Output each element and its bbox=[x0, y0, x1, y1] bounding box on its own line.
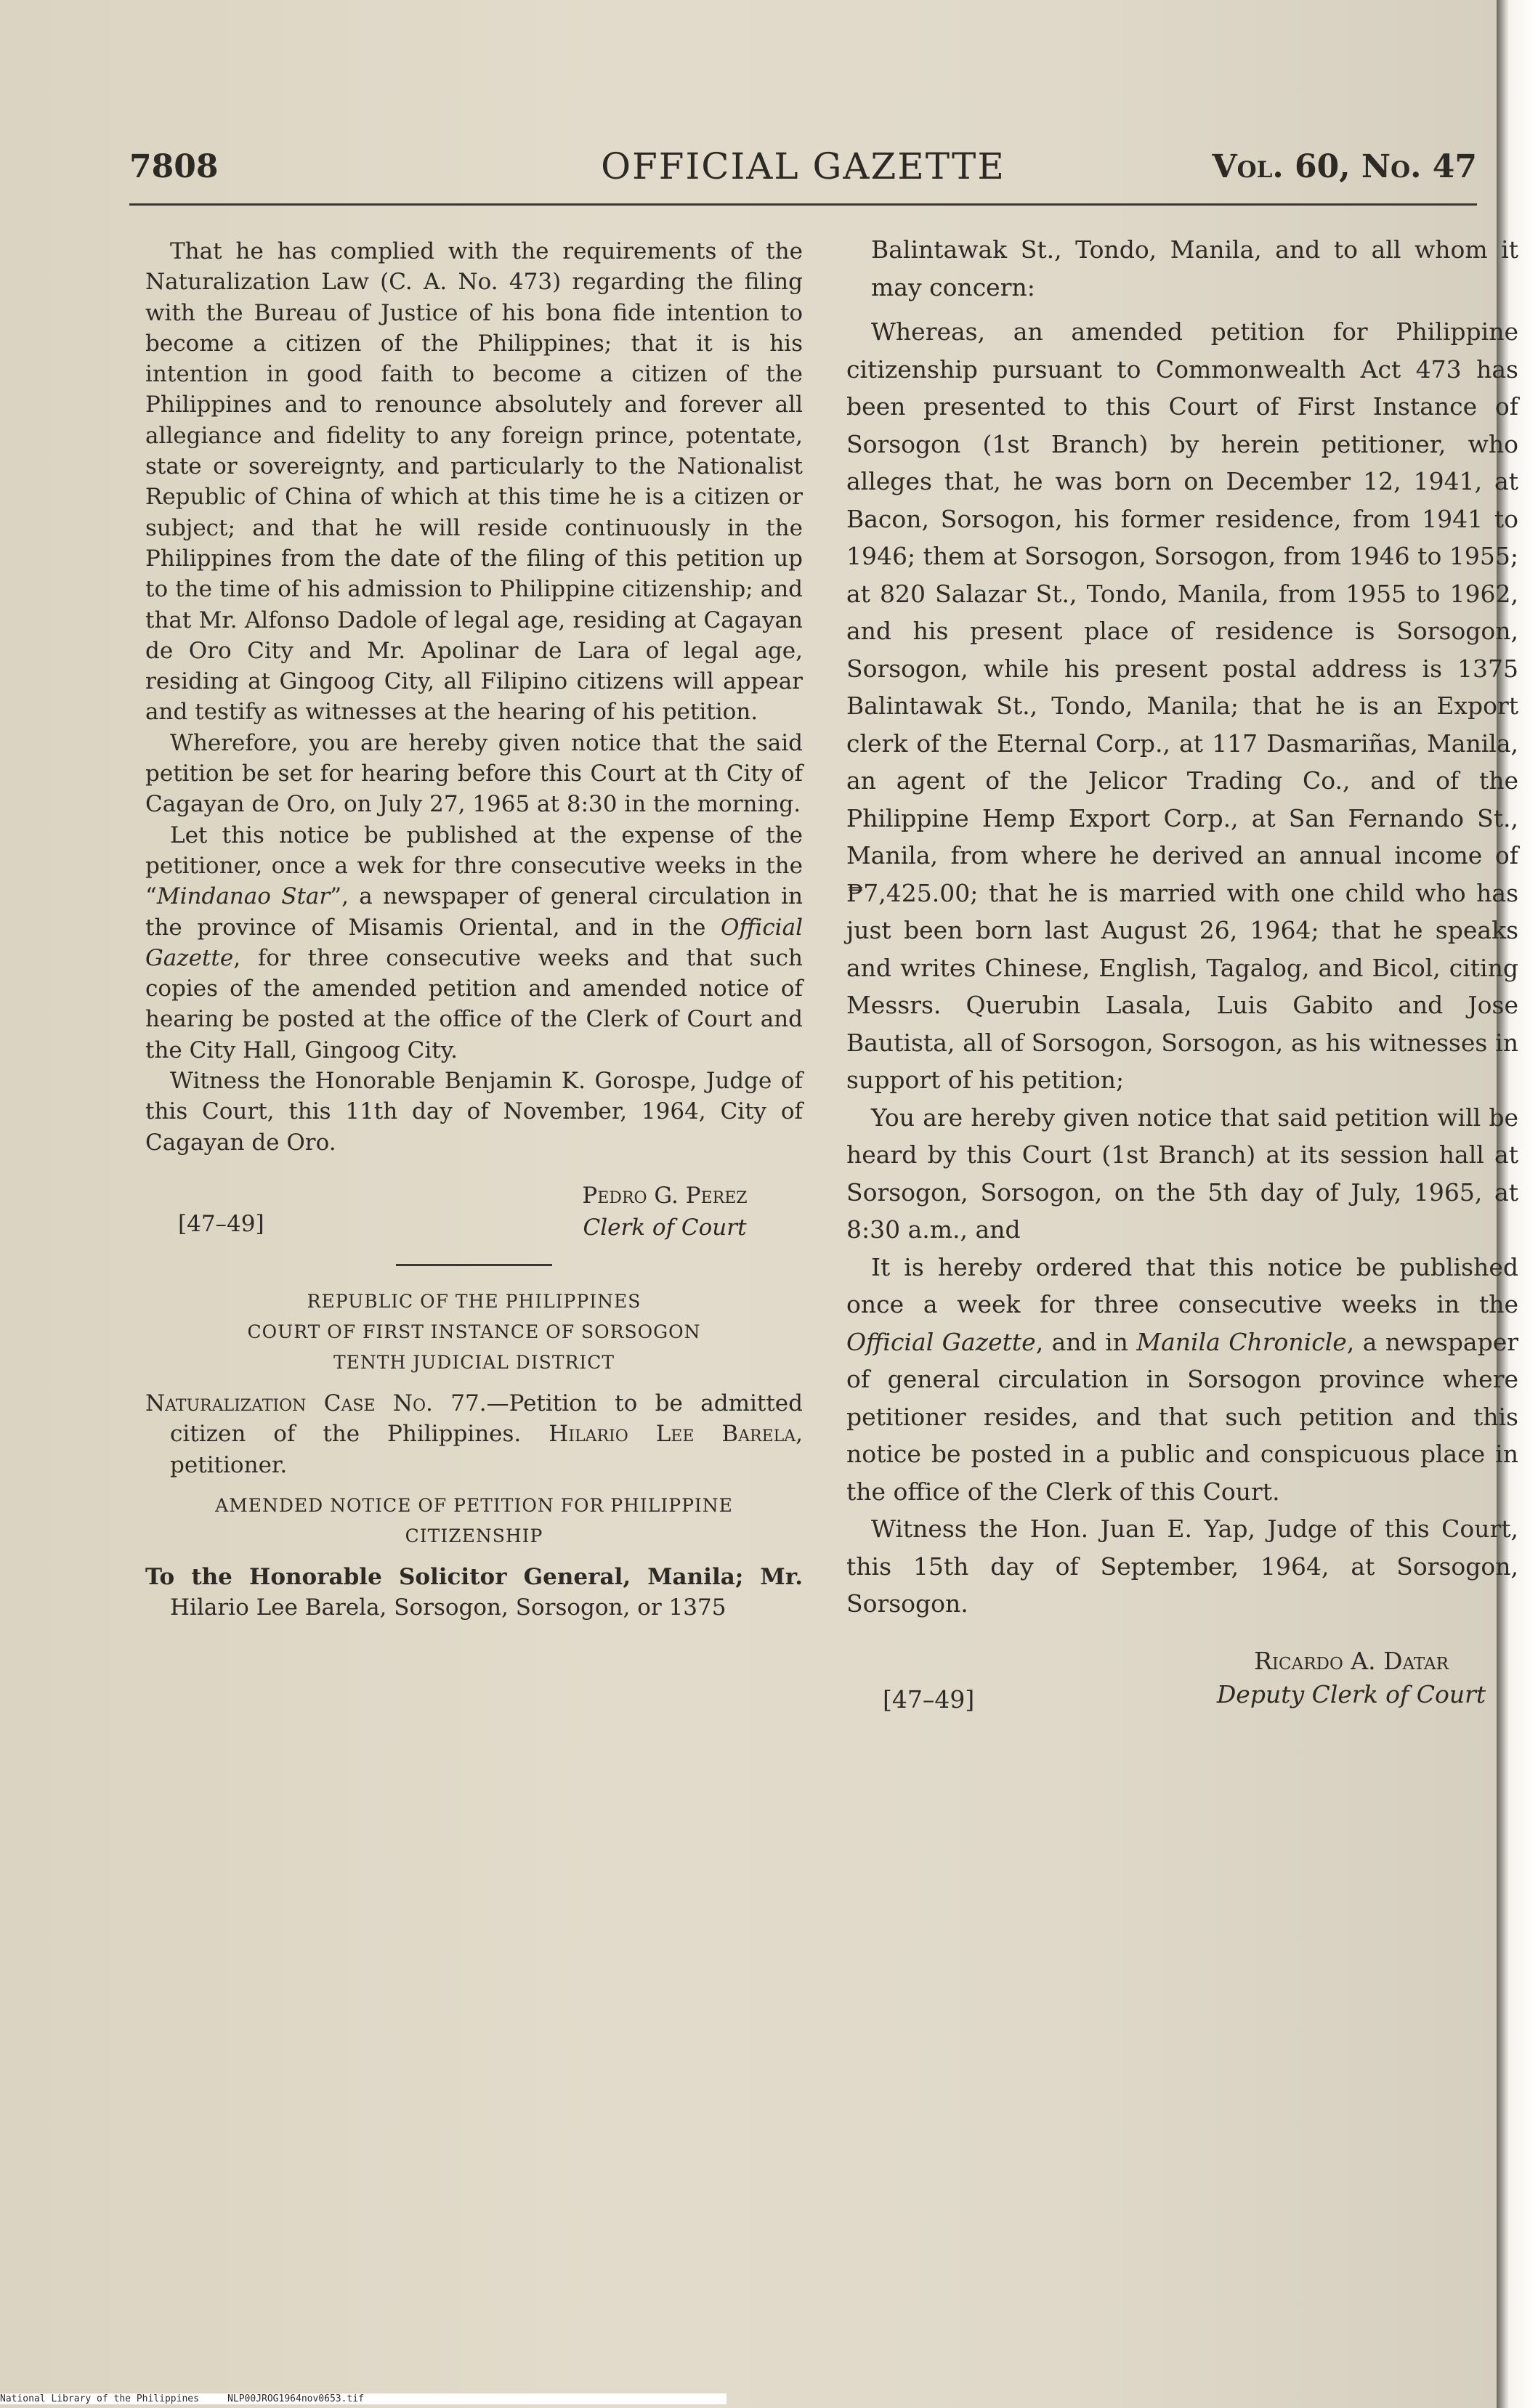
notice-title: AMENDED NOTICE OF PETITION FOR PHILIPPINE CITIZENSHIP bbox=[215, 1494, 733, 1546]
court-line-1: REPUBLIC OF THE PHILIPPINES bbox=[307, 1290, 641, 1312]
right-continuation: Balintawak St., Tondo, Manila, and to all whom it may concern: bbox=[871, 235, 1518, 301]
scan-footer: National Library of the Philippines NLP00JROG1964nov0653.tif bbox=[0, 2393, 726, 2404]
left-paragraph-4: Witness the Honorable Benjamin K. Gorospe, Judge of this Court, this 11th day of November, 1964, City of Cagayan de Oro. bbox=[145, 1068, 803, 1156]
right-p3-text-c: , a newspaper of general circulation in Sorsogon province where petitioner resides, and that such petition and this notice be posted in a public and conspicuous place in the office of the Clerk of this Court. bbox=[846, 1327, 1518, 1506]
page-header bbox=[129, 145, 1477, 196]
right-paragraph-3 bbox=[846, 1249, 1518, 1511]
section-divider bbox=[396, 1264, 552, 1266]
right-signature-block bbox=[846, 1645, 1518, 1724]
right-p3-text-b: , and in bbox=[1035, 1327, 1137, 1356]
addressee-text: Hilario Lee Barela, Sorsogon, Sorsogon, or 1375 bbox=[170, 1594, 726, 1621]
signatory-title: Clerk of Court bbox=[583, 1214, 747, 1241]
right-signatory-title: Deputy Clerk of Court bbox=[1216, 1679, 1486, 1708]
right-paragraph-1: Whereas, an amended petition for Philippine citizenship pursuant to Commonwealth Act 473 has been presented to this Court of First Instance of Sorsogon (1st Branch) by herein petitioner, who alleges that, he was born on December 12, 1941, at Bacon, Sorsogon, his former residence, from 1941 to 1946; them at Sorsogon, Sorsogon, from 1946 to 1955; at 820 Salazar St., Tondo, Manila, from 1955 to 1962, and his present place of residence is Sorsogon, Sorsogon, while his present postal address is 1375 Balintawak St., Tondo, Manila; that he is an Export clerk of the Eternal Corp., at 117 Dasmariñas, Manila, an agent of the Jelicor Trading Co., and of the Philippine Hemp Export Corp., at San Fernando St., Manila, from where he derived an annual income of ₱7,425.00; that he is married with one child who has just been born last August 26, 1964; that he speaks and writes Chinese, English, Tagalog, and Bicol, citing Messrs. Querubin Lasala, Luis Gabito and Jose Bautista, all of Sorsogon, Sorsogon, as his witnesses in support of his petition; bbox=[846, 317, 1518, 1094]
petitioner-name-2: Barela bbox=[721, 1421, 796, 1448]
left-signature-block bbox=[145, 1180, 803, 1245]
signatory-name: Pedro G. Perez bbox=[582, 1182, 748, 1209]
right-gazette-name: Official Gazette bbox=[846, 1327, 1036, 1356]
right-column bbox=[846, 231, 1518, 1724]
addressee-paragraph bbox=[145, 1562, 803, 1623]
left-p3-text-a: Let this notice be published at the expense of the petitioner, once a wek for thre consecutive weeks in the “ bbox=[145, 822, 803, 910]
right-signatory-name: Ricardo A. Datar bbox=[1254, 1646, 1449, 1675]
left-paragraph-3 bbox=[145, 820, 803, 1066]
court-heading bbox=[145, 1286, 803, 1378]
court-line-2: COURT OF FIRST INSTANCE OF SORSOGON bbox=[247, 1321, 701, 1342]
case-end: , petitioner. bbox=[170, 1421, 804, 1478]
publication-title: OFFICIAL GAZETTE bbox=[601, 145, 1005, 187]
newspaper-name: Mindanao Star bbox=[156, 883, 331, 910]
left-paragraph-1: That he has complied with the requirements of the Naturalization Law (C. A. No. 473) regarding the filing with the Bureau of Justice of his bona fide intention to become a citizen of the Philippines; that it is his intention in good faith to become a citizen of the Philippines and to renounce absolutely and forever all allegiance and fidelity to any foreign prince, potentate, state or sovereignty, and particularly to the Nationalist Republic of China of which at this time he is a citizen or subject; and that he will reside continuously in the Philippines from the date of the filing of this petition up to the time of his admission to Philippine citizenship; and that Mr. Alfonso Dadole of legal age, residing at Cagayan de Oro City and Mr. Apolinar de Lara of legal age, residing at Gingoog City, all Filipino citizens will appear and testify as witnesses at the hearing of his petition. bbox=[145, 238, 803, 726]
petitioner-name-1: Hilario Lee bbox=[549, 1421, 695, 1448]
case-caption bbox=[145, 1388, 803, 1480]
left-paragraph-2: Wherefore, you are hereby given notice that the said petition be set for hearing before this Court at th City of Cagayan de Oro, on July 27, 1965 at 8:30 in the morning. bbox=[145, 729, 803, 818]
signatory bbox=[527, 1180, 803, 1244]
right-newspaper-name: Manila Chronicle bbox=[1136, 1327, 1347, 1356]
publication-code: [47–49] bbox=[178, 1210, 264, 1237]
header-rule bbox=[129, 203, 1477, 206]
addressee-label: To the Honorable Solicitor General, Manila; Mr. bbox=[145, 1563, 803, 1590]
volume-number: Vol. 60, No. 47 bbox=[1212, 148, 1477, 185]
right-p3-text-a: It is hereby ordered that this notice be published once a week for three consecutive weeks in the bbox=[846, 1252, 1518, 1318]
case-label: Naturalization Case No. 77. bbox=[145, 1390, 487, 1416]
gazette-name: Official Gazette bbox=[145, 914, 803, 971]
left-column bbox=[145, 236, 803, 1623]
left-p3-text-c: , for three consecutive weeks and that such copies of the amended petition and amended notice of hearing be posted at the office of the Clerk of Court and the City Hall, Gingoog City. bbox=[145, 944, 803, 1063]
case-text: —Petition to be admitted citizen of the Philippines. bbox=[170, 1390, 803, 1448]
page-number: 7808 bbox=[129, 148, 219, 185]
left-p3-text-b: ”, a newspaper of general circulation in the province of Misamis Oriental, and in the bbox=[145, 883, 803, 941]
right-signatory bbox=[1199, 1645, 1504, 1711]
right-publication-code: [47–49] bbox=[883, 1685, 975, 1714]
right-paragraph-4: Witness the Hon. Juan E. Yap, Judge of this Court, this 15th day of September, 1964, at Sorsogon, Sorsogon. bbox=[846, 1515, 1518, 1618]
court-line-3: TENTH JUDICIAL DISTRICT bbox=[333, 1351, 615, 1373]
right-paragraph-2: You are hereby given notice that said petition will be heard by this Court (1st Branch) at its session hall at Sorsogon, Sorsogon, on the 5th day of July, 1965, at 8:30 a.m., and bbox=[846, 1103, 1518, 1244]
